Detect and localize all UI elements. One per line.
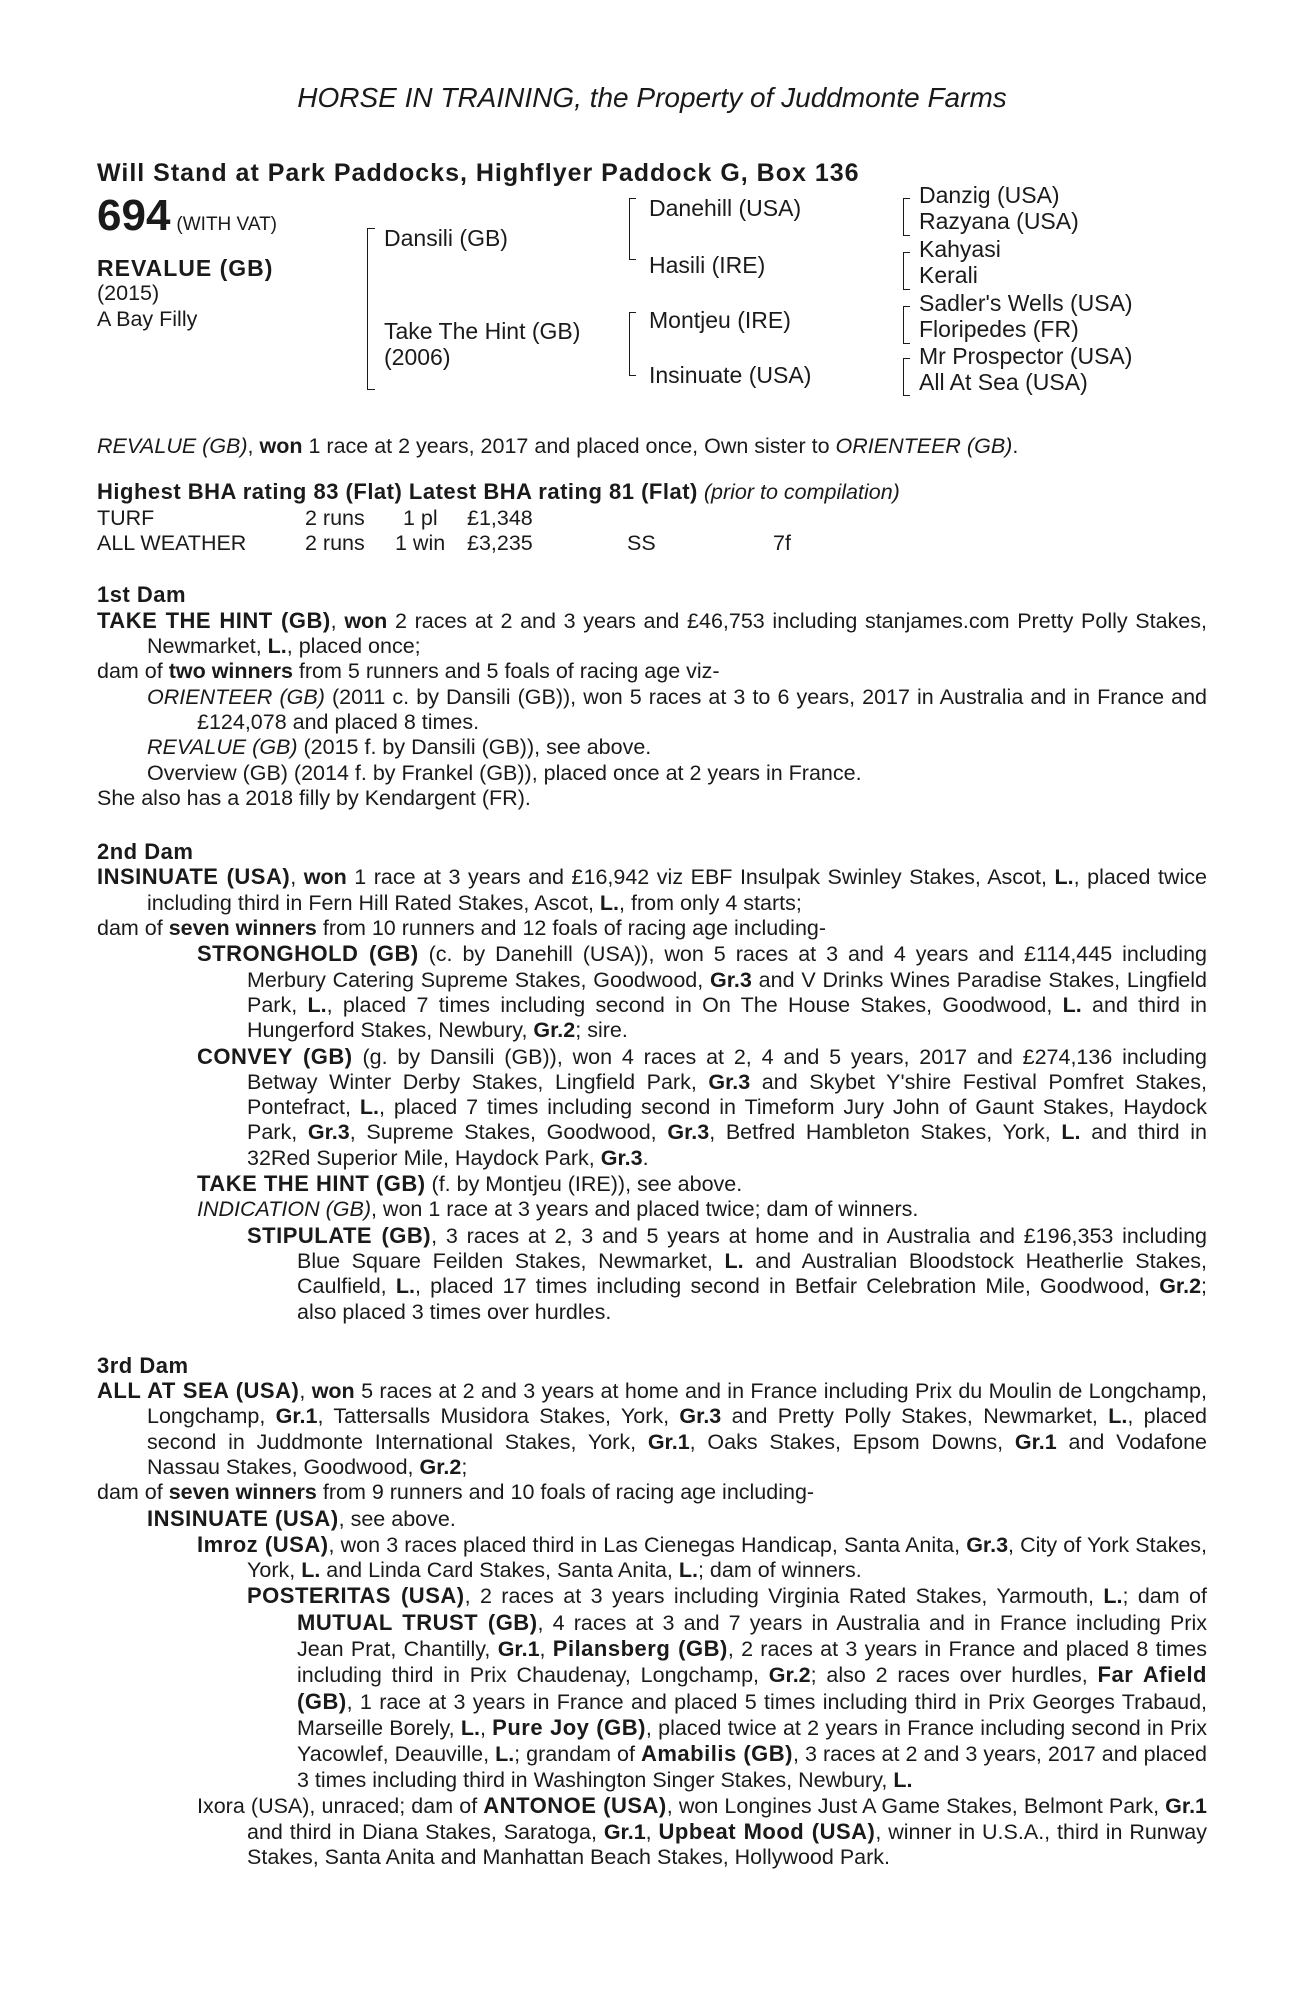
rating-note: (prior to compilation) xyxy=(703,480,900,505)
pedigree-sds: Kahyasi xyxy=(919,236,1001,262)
section-heading: 3rd Dam xyxy=(97,1352,189,1378)
pedigree-sss: Danzig (USA) xyxy=(919,182,1060,208)
bracket-4 xyxy=(903,358,910,396)
pedigree-dam: Take The Hint (GB) xyxy=(384,318,581,344)
vat-label: (WITH VAT) xyxy=(176,214,278,235)
race-summary: REVALUE (GB), won 1 race at 2 years, 2017 and placed once, Own sister to ORIENTEER (GB). xyxy=(97,434,1019,458)
horse-description: A Bay Filly xyxy=(97,306,198,331)
pedigree-block xyxy=(97,182,1207,410)
pedigree-sdd: Kerali xyxy=(919,262,978,288)
page-title: HORSE IN TRAINING, the Property of Juddmonte Farms xyxy=(297,82,1007,113)
record-row: ALL WEATHER 2 runs 1 win £3,235 SS 7f xyxy=(97,531,791,556)
record-row: TURF 2 runs 1 pl xyxy=(97,505,438,530)
dam-line-bracket xyxy=(629,312,636,376)
bracket-3 xyxy=(903,306,910,344)
pedigree-dam-dam: Insinuate (USA) xyxy=(649,362,812,388)
lot-number: 694 xyxy=(97,191,171,240)
record-row: £1,348 xyxy=(467,505,533,530)
section-heading: 2nd Dam xyxy=(97,839,194,865)
pedigree-sire-sire: Danehill (USA) xyxy=(649,195,802,221)
catalogue-page xyxy=(97,82,1207,1871)
pedigree-sire: Dansili (GB) xyxy=(384,225,508,251)
lot-info xyxy=(97,191,278,332)
bha-rating: Highest BHA rating 83 (Flat) Latest BHA rating 81 (Flat) xyxy=(97,479,698,505)
bracket-1 xyxy=(903,198,910,236)
pedigree-dam-year: (2006) xyxy=(384,344,451,370)
first-dam-section: 1st Dam TAKE THE HINT (GB), won 2 races at 2 and 3 years and £46,753 including stanjames.com Pretty Polly Stakes, Newmarket, L., placed once; dam of two winners from 5 runners and 5 foals of racing age viz- ORIENTEER (GB) (2011 c. by Dansili (GB)), won 5 races at 3 to 6 years, 2017 in Australia and in France and £124,078 and placed 8 times. REVALUE (GB) (2015 f. by Dansili (GB)), see above. Overview (GB) (2014 f. by Frankel (GB)), placed once at 2 years in France. She also has a 2018 filly by Kendargent (FR). xyxy=(97,582,1207,810)
pedigree-dss: Sadler's Wells (USA) xyxy=(919,290,1133,316)
rating-block xyxy=(97,479,1207,556)
third-dam-section: 3rd Dam ALL AT SEA (USA), won 5 races at 2 and 3 years at home and in France including Prix du Moulin de Longchamp, Longchamp, Gr.1, Tattersalls Musidora Stakes, York, Gr.3 and Pretty Polly Stakes, Newmarket, L., placed second in Juddmonte International Stakes, York, Gr.1, Oaks Stakes, Epsom Downs, Gr.1 and Vodafone Nassau Stakes, Goodwood, Gr.2; dam of seven winners from 9 runners and 10 foals of racing age including- INSINUATE (USA), see above. Imroz (USA), won 3 races placed third in Las Cienegas Handicap, Santa Anita, Gr.3, City of York Stakes, York, L. and Linda Card Stakes, Santa Anita, L.; dam of winners. POSTERITAS (USA), 2 races at 3 years including Virginia Rated Stakes, Yarmouth, L.; dam of MUTUAL TRUST (GB), 4 races at 3 and 7 years in Australia and in France including Prix Jean Prat, Chantilly, Gr.1, Pilansberg (GB), 2 races at 3 years in France and placed 8 times including third in Prix Chaudenay, Longchamp, Gr.2; also 2 races over hurdles, Far Afield (GB), 1 race at 3 years in France and placed 5 times including third in Prix Georges Trabaud, Marseille Borely, L., Pure Joy (GB), placed twice at 2 years in France including second in Prix Yacowlef, Deauville, L.; grandam of Amabilis (GB), 3 races at 2 and 3 years, 2017 and placed 3 times including third in Washington Singer Stakes, Newbury, L. Ixora (USA), unraced; dam of ANTONOE (USA), won Longines Just A Game Stakes, Belmont Park, Gr.1 and third in Diana Stakes, Saratoga, Gr.1, Upbeat Mood (USA), winner in U.S.A., third in Runway Stakes, Santa Anita and Manhattan Beach Stakes, Hollywood Park. xyxy=(97,1352,1208,1870)
pedigree-dam-sire: Montjeu (IRE) xyxy=(649,307,791,333)
pedigree-sire-dam: Hasili (IRE) xyxy=(649,252,766,278)
sire-line-bracket xyxy=(629,198,636,260)
bracket-2 xyxy=(903,252,910,290)
pedigree-ddd: All At Sea (USA) xyxy=(919,369,1088,395)
pedigree-dsd: Floripedes (FR) xyxy=(919,316,1079,342)
horse-year: (2015) xyxy=(97,281,160,306)
sire-dam-bracket xyxy=(367,228,375,390)
section-heading: 1st Dam xyxy=(97,582,187,608)
pedigree-dds: Mr Prospector (USA) xyxy=(919,343,1133,369)
stand-location: Will Stand at Park Paddocks, Highflyer Paddock G, Box 136 xyxy=(97,159,860,187)
horse-name: REVALUE (GB) xyxy=(97,255,274,281)
pedigree-ssd: Razyana (USA) xyxy=(919,208,1079,234)
second-dam-section: 2nd Dam INSINUATE (USA), won 1 race at 3 years and £16,942 viz EBF Insulpak Swinley Stakes, Ascot, L., placed twice including third in Fern Hill Rated Stakes, Ascot, L., from only 4 starts; dam of seven winners from 10 runners and 12 foals of racing age including- STRONGHOLD (GB) (c. by Danehill (USA)), won 5 races at 3 and 4 years and £114,445 including Merbury Catering Supreme Stakes, Goodwood, Gr.3 and V Drinks Wines Paradise Stakes, Lingfield Park, L., placed 7 times including second in On The House Stakes, Goodwood, L. and third in Hungerford Stakes, Newbury, Gr.2; sire. CONVEY (GB) (g. by Dansili (GB)), won 4 races at 2, 4 and 5 years, 2017 and £274,136 including Betway Winter Derby Stakes, Lingfield Park, Gr.3 and Skybet Y'shire Festival Pomfret Stakes, Pontefract, L., placed 7 times including second in Timeform Jury John of Gaunt Stakes, Haydock Park, Gr.3, Supreme Stakes, Goodwood, Gr.3, Betfred Hambleton Stakes, York, L. and third in 32Red Superior Mile, Haydock Park, Gr.3. TAKE THE HINT (GB) (f. by Montjeu (IRE)), see above. INDICATION (GB), won 1 race at 3 years and placed twice; dam of winners. STIPULATE (GB), 3 races at 2, 3 and 5 years at home and in Australia and £196,353 including Blue Square Feilden Stakes, Newmarket, L. and Australian Bloodstock Heatherlie Stakes, Caulfield, L., placed 17 times including second in Betfair Celebration Mile, Goodwood, Gr.2; also placed 3 times over hurdles. xyxy=(97,839,1208,1324)
